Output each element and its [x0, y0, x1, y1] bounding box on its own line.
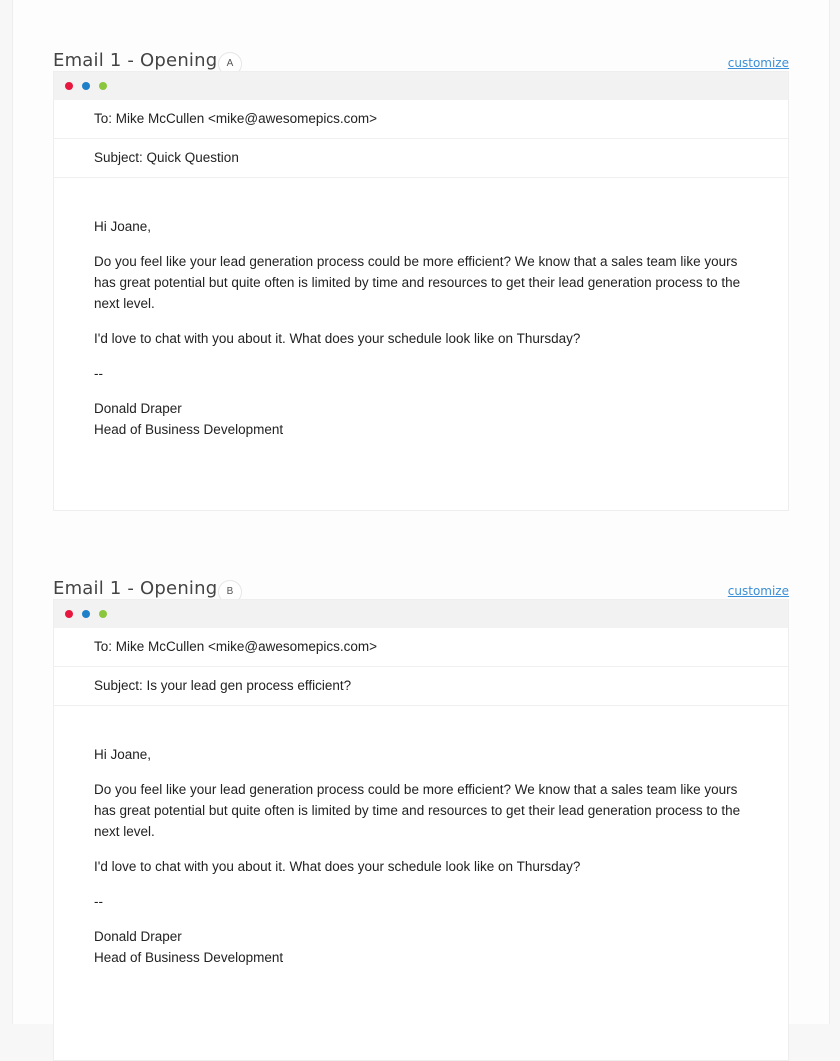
red-dot-icon	[65, 82, 73, 90]
greeting: Hi Joane,	[94, 219, 152, 234]
blue-dot-icon	[82, 82, 90, 90]
customize-link[interactable]: customize	[727, 584, 789, 598]
email-title: Email 1 - Opening	[53, 578, 218, 599]
email-preview-card	[53, 599, 789, 1061]
window-bar	[54, 72, 788, 100]
customize-link[interactable]: customize	[727, 56, 789, 70]
main-content	[12, 0, 830, 1024]
body-paragraph-1: Do you feel like your lead generation process could be more efficient? We know that a sales team like yours has great potential but quite often is limited by time and resources to get their lead generation process to the next level.	[94, 254, 741, 311]
red-dot-icon	[65, 610, 73, 618]
green-dot-icon	[99, 610, 107, 618]
signature-separator: --	[94, 894, 103, 909]
email-title: Email 1 - Opening	[53, 50, 218, 71]
window-bar	[54, 600, 788, 628]
email-body	[54, 706, 788, 968]
email-preview-card	[53, 71, 789, 511]
body-paragraph-1: Do you feel like your lead generation process could be more efficient? We know that a sales team like yours has great potential but quite often is limited by time and resources to get their lead generation process to the next level.	[94, 782, 741, 839]
variant-badge: B	[218, 580, 242, 604]
email-section-b	[53, 576, 789, 965]
to-field: To: Mike McCullen <mike@awesomepics.com>	[54, 628, 788, 667]
body-paragraph-2: I'd love to chat with you about it. What does your schedule look like on Thursday?	[94, 331, 581, 346]
signature-name: Donald Draper	[94, 929, 182, 944]
blue-dot-icon	[82, 610, 90, 618]
variant-badge: A	[218, 52, 242, 76]
signature-separator: --	[94, 366, 103, 381]
signature-name: Donald Draper	[94, 401, 182, 416]
to-field: To: Mike McCullen <mike@awesomepics.com>	[54, 100, 788, 139]
email-section-a	[53, 48, 789, 437]
subject-field: Subject: Quick Question	[54, 139, 788, 178]
email-body	[54, 178, 788, 440]
body-paragraph-2: I'd love to chat with you about it. What does your schedule look like on Thursday?	[94, 859, 581, 874]
greeting: Hi Joane,	[94, 747, 152, 762]
signature-title: Head of Business Development	[94, 950, 284, 965]
green-dot-icon	[99, 82, 107, 90]
signature-title: Head of Business Development	[94, 422, 284, 437]
subject-field: Subject: Is your lead gen process efficient?	[54, 667, 788, 706]
